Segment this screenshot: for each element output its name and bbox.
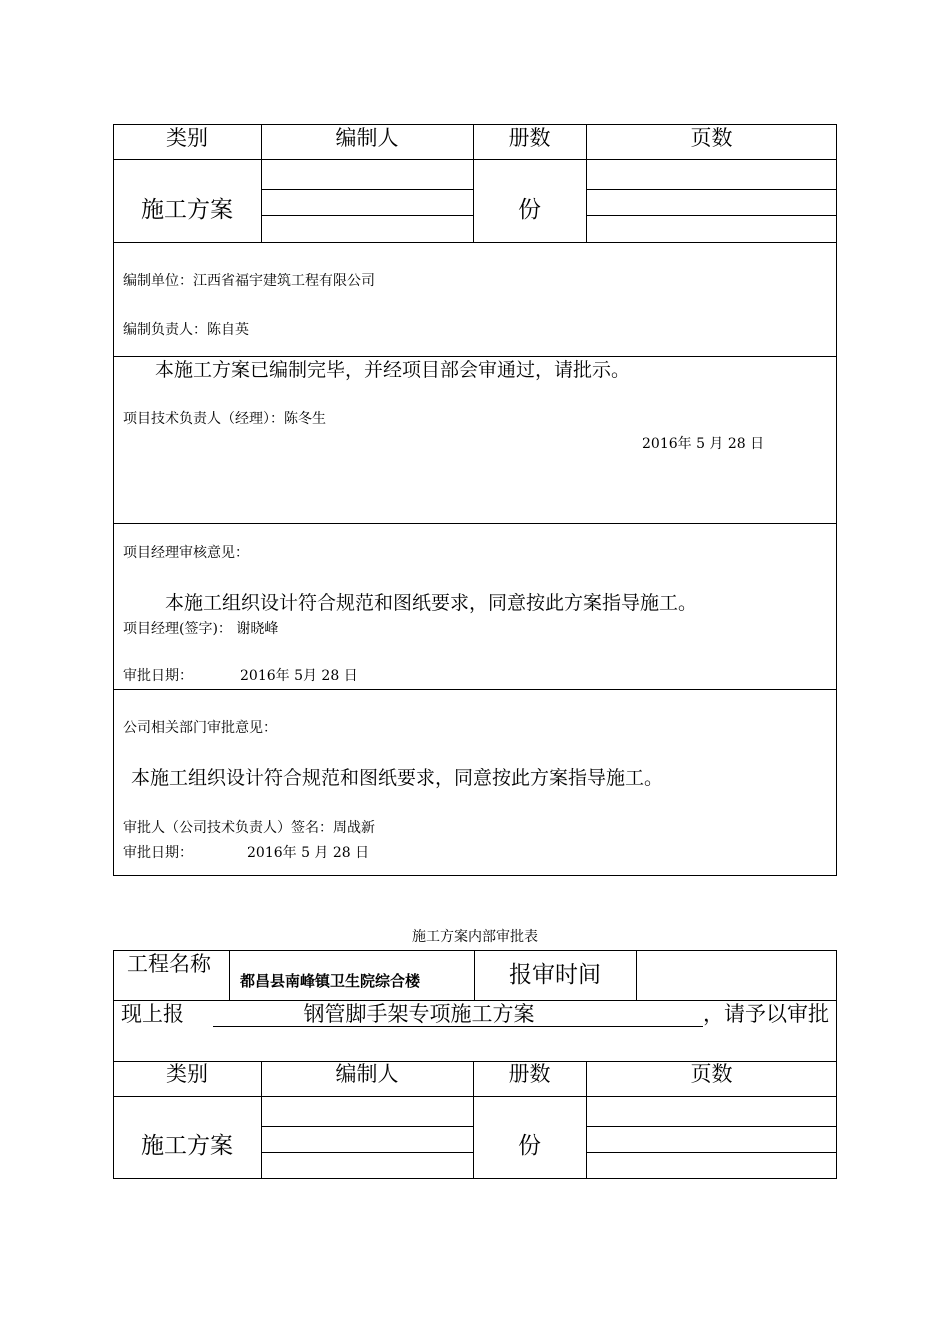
divider: [261, 215, 473, 216]
submit-time-label: 报审时间: [509, 962, 601, 988]
submit-statement: 本施工方案已编制完毕，并经项目部会审通过，请批示。: [155, 359, 631, 381]
divider: [229, 950, 230, 1000]
tech-lead-signature: 项目技术负责人（经理）：陈冬生: [123, 411, 326, 427]
pm-signature: 项目经理(签字)： 谢晓峰: [123, 621, 279, 637]
project-label: 工程名称: [127, 952, 211, 976]
pm-review-opinion: 本施工组织设计符合规范和图纸要求，同意按此方案指导施工。: [165, 592, 698, 614]
divider: [586, 1126, 837, 1127]
divider: [113, 242, 837, 243]
divider: [113, 523, 837, 524]
report-underline: [213, 1026, 703, 1027]
report-item: 钢管脚手架专项施工方案: [303, 1002, 535, 1026]
row-volumes: 份: [518, 1133, 541, 1159]
divider: [261, 189, 473, 190]
table2-caption: 施工方案内部审批表: [412, 929, 538, 945]
dept-date: 2016年 5 月 28 日: [247, 845, 370, 861]
header-author: 编制人: [335, 1062, 399, 1086]
header-volumes: 册数: [508, 1062, 551, 1086]
project-name: 都昌县南峰镇卫生院综合楼: [240, 972, 421, 990]
row-category: 施工方案: [141, 1133, 233, 1159]
pm-date: 2016年 5月 28 日: [240, 668, 358, 684]
pm-review-title: 项目经理审核意见：: [123, 545, 249, 561]
row-category: 施工方案: [141, 197, 233, 223]
compile-unit: 编制单位：江西省福宇建筑工程有限公司: [123, 273, 375, 289]
divider: [586, 215, 837, 216]
divider: [586, 189, 837, 190]
report-suffix: ，请予以审批: [703, 1002, 829, 1026]
dept-date-label: 审批日期：: [123, 845, 193, 861]
divider: [261, 1152, 473, 1153]
pm-date-label: 审批日期：: [123, 668, 193, 684]
divider: [636, 950, 637, 1000]
dept-signature: 审批人（公司技术负责人）签名：周战新: [123, 820, 375, 836]
header-category: 类别: [166, 126, 208, 150]
divider: [586, 1152, 837, 1153]
divider: [113, 1096, 837, 1097]
divider: [113, 689, 837, 690]
dept-review-opinion: 本施工组织设计符合规范和图纸要求，同意按此方案指导施工。: [131, 767, 664, 789]
header-author: 编制人: [335, 126, 399, 150]
dept-review-title: 公司相关部门审批意见：: [123, 720, 277, 736]
row-volumes: 份: [518, 197, 541, 223]
divider: [113, 1000, 837, 1001]
divider: [113, 159, 837, 160]
submit-date: 2016年 5 月 28 日: [642, 436, 765, 452]
compile-person: 编制负责人：陈自英: [123, 322, 249, 338]
divider: [261, 1126, 473, 1127]
report-prefix: 现上报: [121, 1002, 184, 1026]
header-category: 类别: [166, 1062, 208, 1086]
header-pages: 页数: [690, 1062, 733, 1086]
header-pages: 页数: [690, 126, 733, 150]
table1-border: [113, 124, 837, 876]
header-volumes: 册数: [508, 126, 551, 150]
divider: [113, 356, 837, 357]
